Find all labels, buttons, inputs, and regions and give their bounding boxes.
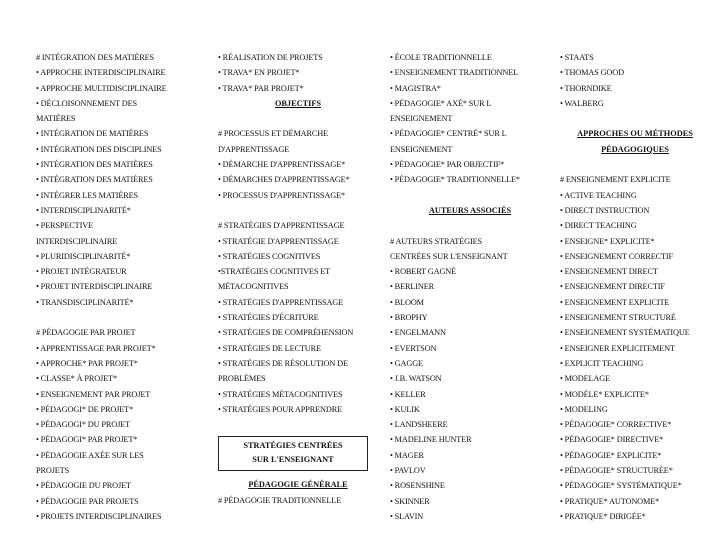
term-item: • PLURIDISCIPLINARITÉ* (36, 251, 131, 261)
spacer (560, 157, 710, 172)
term-item: • DÉMARCHES D'APPRENTISSAGE* (218, 175, 350, 185)
term-item: • APPROCHE INTERDISCIPLINAIRE (36, 68, 166, 78)
term-item: • STRATÉGIES MÉTACOGNITIVES (218, 389, 343, 399)
term-item: • PÉDAGOGIE* TRADITIONNELLE* (390, 175, 520, 185)
term-item: • STRATÉGIES POUR APPRENDRE (218, 404, 343, 414)
continuation-line: D'APPRENTISSAGE (218, 144, 290, 154)
continuation-line: PROBLÈMES (218, 374, 266, 384)
term-item: • PROJET INTÉGRATEUR (36, 267, 127, 277)
term-item: • THORNDIKE (560, 83, 612, 93)
boxed-heading (218, 436, 368, 471)
section-heading: AUTEURS ASSOCIÉS (428, 205, 512, 215)
section-heading: APPROCHES OU MÉTHODES (577, 129, 693, 139)
term-item: • PROJETS INTERDISCIPLINAIRES (36, 511, 162, 521)
term-item: • PÉDAGOGIE* CORRECTIVE* (560, 420, 672, 430)
term-item: • STRATÉGIE D'APPRENTISSAGE (218, 236, 339, 246)
term-item: • STRATÉGIES DE LECTURE (218, 343, 321, 353)
column-4 (560, 50, 710, 524)
term-item: • INTERDISCIPLINARITÉ* (36, 205, 131, 215)
term-item: • APPROCHE* PAR PROJET* (36, 358, 138, 368)
term-item: • ENSEIGNEMENT EXPLICITE (560, 297, 670, 307)
column-1 (36, 50, 206, 524)
term-item: • KULIK (390, 404, 420, 414)
term-item: • ROSENSHINE (390, 481, 445, 491)
term-item: • MAGER (390, 450, 424, 460)
boxed-heading-line: STRATÉGIES CENTRÉES (243, 441, 343, 451)
term-item: • MODELAGE (560, 374, 611, 384)
term-item: • PÉDAGOGIE* AXÉ* SUR L (390, 98, 492, 108)
term-item: • BLOOM (390, 297, 424, 307)
term-item: • MAGISTRA* (390, 83, 441, 93)
term-item: • DIRECT INSTRUCTION (560, 205, 650, 215)
term-item: • ENSEIGNER EXPLICITEMENT (560, 343, 675, 353)
term-item: • TRAVA* PAR PROJET* (218, 83, 304, 93)
term-item: • PÉDAGOGI* DU PROJET (36, 420, 131, 430)
term-item: • DIRECT TEACHING (560, 221, 637, 231)
term-item: • PÉDAGOGIE* STRUCTURÉE* (560, 466, 673, 476)
descriptor-heading: # ENSEIGNEMENT EXPLICITE (560, 175, 671, 185)
term-item: • PÉDAGOGIE DU PROJET (36, 481, 131, 491)
term-item: • MODÈLE* EXPLICITE* (560, 389, 649, 399)
term-item: • PÉDAGOGIE AXÉE SUR LES (36, 450, 144, 460)
descriptor-heading: # INTÉGRATION DES MATIÈRES (36, 53, 155, 62)
term-item: • J.B. WATSON (390, 374, 442, 384)
column-3 (390, 50, 550, 524)
term-item: • PÉDAGOGIE* SYSTÉMATIQUE* (560, 481, 682, 491)
descriptor-heading: # PÉDAGOGIE PAR PROJET (36, 328, 136, 338)
term-item: • MADELINE HUNTER (390, 435, 472, 445)
continuation-line: CENTRÉES SUR L'ENSEIGNANT (390, 251, 508, 261)
spacer (218, 111, 378, 126)
term-item: • STAATS (560, 53, 594, 62)
term-item: • ENSEIGNEMENT TRADITIONNEL (390, 68, 519, 78)
term-item: •STRATÉGIES COGNITIVES ET (218, 267, 331, 277)
term-item: • PAVLOV (390, 466, 426, 476)
term-item: • ENSEIGNEMENT DIRECT (560, 267, 658, 277)
spacer (560, 111, 710, 126)
spacer (36, 310, 206, 325)
term-item: • SLAVIN (390, 511, 424, 521)
spacer (390, 218, 550, 233)
term-item: • STRATÉGIES COGNITIVES (218, 251, 321, 261)
term-item: • PÉDAGOGIE* EXPLICITE* (560, 450, 662, 460)
boxed-heading-line: SUR L'ENSEIGNANT (252, 455, 334, 465)
term-item: • PERSPECTIVE (36, 221, 93, 231)
section-heading: PÉDAGOGIQUES (601, 144, 669, 154)
term-item: • THOMAS GOOD (560, 68, 624, 78)
term-item: • KELLER (390, 389, 426, 399)
descriptor-heading: # PÉDAGOGIE TRADITIONNELLE (218, 495, 342, 505)
term-item: • SKINNER (390, 496, 430, 506)
term-item: • ENSEIGNEMENT SYSTÉMATIQUE (560, 328, 690, 338)
term-item: • CLASSE* À PROJET* (36, 374, 117, 384)
term-item: • BERLINER (390, 282, 435, 292)
continuation-line: MÉTACOGNITIVES (218, 282, 289, 292)
spacer (218, 203, 378, 218)
descriptor-heading: # STRATÉGIES D'APPRENTISSAGE (218, 221, 345, 231)
term-item: • PÉDAGOGIE PAR PROJETS (36, 496, 139, 506)
term-item: • INTÉGRATION DES MATIÈRES (36, 175, 153, 185)
spacer (390, 188, 550, 203)
term-item: • GAGGE (390, 358, 423, 368)
term-item: • PÉDAGOGI* DE PROJET* (36, 404, 134, 414)
descriptor-heading: # AUTEURS STRATÉGIES (390, 236, 482, 246)
term-item: • ACTIVE TEACHING (560, 190, 637, 200)
term-item: • INTÉGRATION DES MATIÈRES (36, 160, 153, 170)
term-item: • PRATIQUE* AUTONOME* (560, 496, 660, 506)
term-item: • ENSEIGNEMENT PAR PROJET (36, 389, 151, 399)
descriptor-heading: # PROCESSUS ET DÉMARCHE (218, 129, 329, 139)
term-item: • TRANSDISCIPLINARITÉ* (36, 297, 134, 307)
term-item: • STRATÉGIES DE COMPRÉHENSION (218, 328, 354, 338)
term-item: • ENSEIGNEMENT STRUCTURÉ (560, 313, 676, 323)
term-item: • TRAVA* EN PROJET* (218, 68, 300, 78)
continuation-line: PROJETS (36, 466, 70, 476)
term-item: • ENSEIGNEMENT DIRECTIF (560, 282, 665, 292)
term-item: • STRATÉGIES DE RÉSOLUTION DE (218, 358, 348, 368)
term-item: • EVERTSON (390, 343, 437, 353)
term-item: • ÉCOLE TRADITIONNELLE (390, 53, 492, 62)
term-item: • ENSEIGNEMENT CORRECTIF (560, 251, 674, 261)
term-item: • PROCESSUS D'APPRENTISSAGE* (218, 190, 345, 200)
term-item: • APPROCHE MULTIDISCIPLINAIRE (36, 83, 167, 93)
term-item: • INTÉGRATION DES DISCIPLINES (36, 144, 162, 154)
column-2 (218, 50, 378, 508)
term-item: • PÉDAGOGI* PAR PROJET* (36, 435, 138, 445)
term-item: • APPRENTISSAGE PAR PROJET* (36, 343, 156, 353)
continuation-line: MATIÈRES (36, 114, 76, 124)
term-item: • RÉALISATION DE PROJETS (218, 53, 323, 62)
term-item: • ENGELMANN (390, 328, 446, 338)
term-item: • LANDSHEERE (390, 420, 448, 430)
spacer (218, 417, 378, 432)
continuation-line: INTERDISCIPLINAIRE (36, 236, 118, 246)
term-item: • STRATÉGIES D'APPRENTISSAGE (218, 297, 344, 307)
term-item: • PROJET INTERDISCIPLINAIRE (36, 282, 153, 292)
term-item: • ENSEIGNE* EXPLICITE* (560, 236, 655, 246)
term-item: • EXPLICIT TEACHING (560, 358, 644, 368)
term-item: • PÉDAGOGIE* DIRECTIVE* (560, 435, 664, 445)
term-item: • MODELING (560, 404, 608, 414)
term-item: • PÉDAGOGIE* CENTRÉ* SUR L (390, 129, 507, 139)
section-heading: OBJECTIFS (274, 98, 322, 108)
term-item: • STRATÉGIES D'ÉCRITURE (218, 313, 319, 323)
continuation-line: ENSEIGNEMENT (390, 144, 453, 154)
term-item: • BROPHY (390, 313, 428, 323)
term-item: • INTÉGRER LES MATIÈRES (36, 190, 139, 200)
term-item: • ROBERT GAGNÉ (390, 267, 457, 277)
term-item: • PRATIQUE* DIRIGÉE* (560, 511, 646, 521)
term-item: • PÉDAGOGIE* PAR OBJECTIF* (390, 160, 505, 170)
term-item: • DÉMARCHE D'APPRENTISSAGE* (218, 160, 346, 170)
term-item: • DÉCLOISONNEMENT DES (36, 98, 138, 108)
continuation-line: ENSEIGNEMENT (390, 114, 453, 124)
term-item: • INTÉGRATION DE MATIÈRES (36, 129, 149, 139)
term-item: • WALBERG (560, 98, 604, 108)
section-heading: PÉDAGOGIE GÉNÉRALE (248, 480, 348, 490)
